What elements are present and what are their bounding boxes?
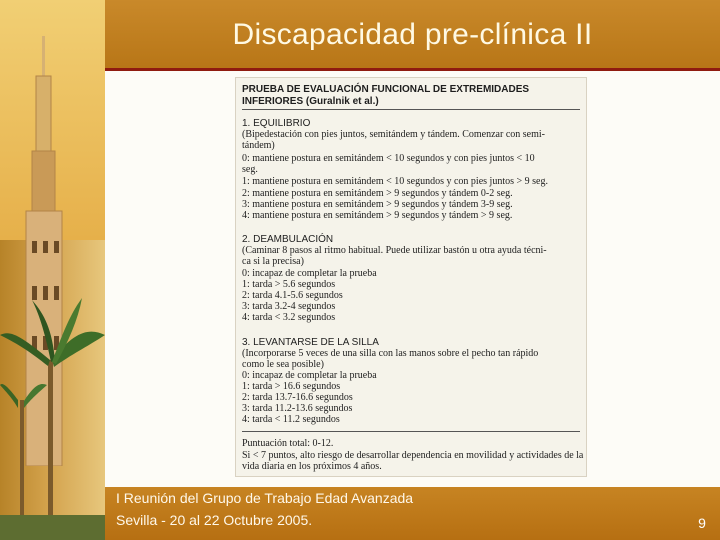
section-line: 1: tarda > 5.6 segundos bbox=[242, 279, 336, 290]
scanned-document bbox=[236, 78, 586, 476]
section-line: 2: mantiene postura en semitándem > 9 segundos y tándem 0-2 seg. bbox=[242, 188, 513, 199]
section-line: tándem) bbox=[242, 140, 275, 151]
section-title-equilibrio: 1. EQUILIBRIO bbox=[242, 118, 311, 129]
section-line: 0: mantiene postura en semitándem < 10 segundos y con pies juntos < 10 bbox=[242, 153, 535, 164]
document-footer-line: vida diaria en los próximos 4 años. bbox=[242, 461, 382, 472]
document-heading-line-1: PRUEBA DE EVALUACIÓN FUNCIONAL DE EXTREMIDADES bbox=[242, 84, 530, 95]
section-line: 2: tarda 13.7-16.6 segundos bbox=[242, 392, 353, 403]
footer-date: Sevilla - 20 al 22 Octubre 2005. bbox=[116, 512, 313, 528]
section-line: 2: tarda 4.1-5.6 segundos bbox=[242, 290, 343, 301]
section-line: como le sea posible) bbox=[242, 359, 324, 370]
section-line: (Incorporarse 5 veces de una silla con las manos sobre el pecho tan rápido bbox=[242, 348, 539, 359]
section-title-deambulacion: 2. DEAMBULACIÓN bbox=[242, 234, 334, 245]
section-line: (Caminar 8 pasos al ritmo habitual. Puede utilizar bastón u otra ayuda técni- bbox=[242, 245, 547, 256]
document-heading-line-2: INFERIORES (Guralnik et al.) bbox=[242, 96, 379, 107]
page-number: 9 bbox=[698, 515, 706, 531]
document-divider bbox=[242, 109, 580, 110]
section-line: 0: incapaz de completar la prueba bbox=[242, 370, 377, 381]
section-line: 4: mantiene postura en semitándem > 9 segundos y tándem > 9 seg. bbox=[242, 210, 513, 221]
section-line: 4: tarda < 3.2 segundos bbox=[242, 312, 336, 323]
decorative-tower-image bbox=[0, 0, 105, 540]
document-footer-line: Si < 7 puntos, alto riesgo de desarrollar dependencia en movilidad y actividades de la bbox=[242, 450, 584, 461]
footer-title: I Reunión del Grupo de Trabajo Edad Avanzada bbox=[116, 490, 414, 506]
document-footer-divider bbox=[242, 431, 580, 432]
palm-trees-icon bbox=[0, 290, 105, 540]
section-line: 3: tarda 11.2-13.6 segundos bbox=[242, 403, 353, 414]
section-line: 1: tarda > 16.6 segundos bbox=[242, 381, 341, 392]
slide-title: Discapacidad pre-clínica II bbox=[232, 18, 593, 51]
section-line: 1: mantiene postura en semitándem < 10 segundos y con pies juntos > 9 seg. bbox=[242, 176, 548, 187]
section-line: ca si la precisa) bbox=[242, 256, 304, 267]
section-line: seg. bbox=[242, 164, 258, 175]
section-line: 0: incapaz de completar la prueba bbox=[242, 268, 377, 279]
section-line: 3: mantiene postura en semitándem > 9 segundos y tándem 3-9 seg. bbox=[242, 199, 513, 210]
section-line: (Bipedestación con pies juntos, semitándem y tándem. Comenzar con semi- bbox=[242, 129, 545, 140]
section-line: 3: tarda 3.2-4 segundos bbox=[242, 301, 336, 312]
document-footer-line: Puntuación total: 0-12. bbox=[242, 438, 334, 449]
section-line: 4: tarda < 11.2 segundos bbox=[242, 414, 340, 425]
section-title-levantarse: 3. LEVANTARSE DE LA SILLA bbox=[242, 337, 379, 348]
